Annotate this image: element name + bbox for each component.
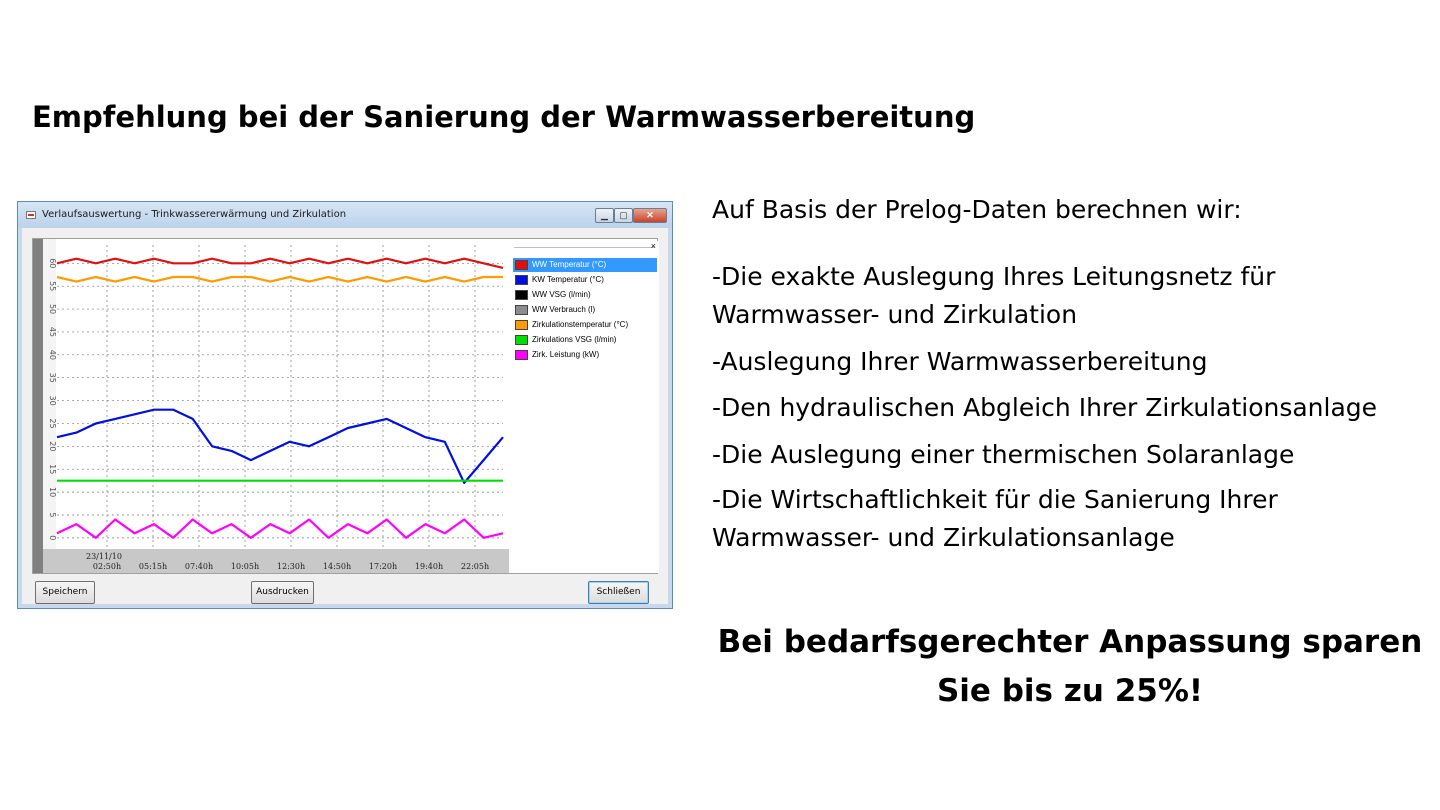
- legend-item[interactable]: [513, 318, 657, 332]
- y-tick-label: 25: [48, 418, 57, 429]
- print-button[interactable]: Ausdrucken: [251, 581, 314, 604]
- y-tick-label: 40: [48, 349, 57, 360]
- legend-label: Zirkulations VSG (l/min): [532, 335, 617, 344]
- series-line: [57, 277, 503, 282]
- legend-swatch: [515, 290, 528, 300]
- y-tick-label: 20: [48, 441, 57, 452]
- legend-swatch: [515, 320, 528, 330]
- legend-panel: [510, 241, 659, 573]
- legend-item[interactable]: [513, 333, 657, 347]
- maximize-icon[interactable]: ▢: [614, 208, 633, 223]
- legend-item[interactable]: [513, 258, 657, 272]
- y-tick-label: 15: [48, 464, 57, 475]
- savings-line: Bei bedarfsgerechter Anpassung sparen: [717, 624, 1423, 660]
- legend-label: Zirk. Leistung (kW): [532, 350, 600, 359]
- axis-strip: [33, 239, 43, 573]
- close-button[interactable]: Schließen: [588, 581, 649, 604]
- legend-label: Zirkulationstemperatur (°C): [532, 320, 629, 329]
- x-tick-label: 05:15h: [138, 562, 168, 571]
- y-tick-label: 50: [48, 303, 57, 315]
- savings-statement: [700, 618, 1440, 716]
- bullet-item: -Die exakte Auslegung Ihres Leitungsnetz für Warmwasser- und Zirkulation: [712, 262, 1276, 329]
- legend-swatch: [515, 305, 528, 315]
- x-tick-label: 02:50h: [92, 562, 122, 571]
- bullet-item: -Auslegung Ihrer Warmwasserbereitung: [712, 347, 1208, 376]
- legend-item[interactable]: [513, 348, 657, 362]
- legend-swatch: [515, 335, 528, 345]
- date-label: 23/11/10: [86, 552, 122, 561]
- intro-text: Auf Basis der Prelog-Daten berechnen wir:: [712, 195, 1242, 224]
- y-tick-label: 5: [48, 512, 57, 518]
- legend-label: WW Verbrauch (l): [532, 305, 596, 314]
- y-tick-label: 0: [48, 535, 57, 541]
- legend-item[interactable]: [513, 303, 657, 317]
- y-tick-label: 45: [48, 326, 57, 338]
- window-titlebar[interactable]: [18, 202, 672, 228]
- y-tick-label: 60: [48, 258, 57, 269]
- y-tick-label: 55: [48, 281, 57, 292]
- slide-title: Empfehlung bei der Sanierung der Warmwasserbereitung: [32, 100, 976, 134]
- legend-label: WW Temperatur (°C): [532, 260, 607, 269]
- minimize-icon[interactable]: ▁: [595, 208, 614, 223]
- save-button[interactable]: Speichern: [35, 581, 95, 604]
- window-title: Verlaufsauswertung - Trinkwassererwärmung und Zirkulation: [42, 209, 347, 220]
- x-tick-label: 17:20h: [368, 562, 398, 571]
- x-tick-label: 19:40h: [414, 562, 444, 571]
- legend-close-icon[interactable]: ×: [650, 241, 656, 251]
- legend-swatch: [515, 275, 528, 285]
- chart-area: [33, 239, 509, 573]
- legend-item[interactable]: [513, 288, 657, 302]
- y-tick-label: 10: [48, 486, 57, 498]
- window-client: [25, 230, 667, 604]
- savings-line: Sie bis zu 25%!: [936, 673, 1204, 709]
- evaluation-window: [17, 201, 673, 609]
- x-tick-label: 22:05h: [460, 562, 490, 571]
- close-icon[interactable]: ✕: [633, 208, 667, 223]
- legend-label: WW VSG (l/min): [532, 290, 591, 299]
- x-tick-label: 14:50h: [322, 562, 352, 571]
- x-tick-label: 07:40h: [184, 562, 214, 571]
- y-tick-label: 30: [48, 395, 57, 406]
- legend-swatch: [515, 350, 528, 360]
- legend-item[interactable]: [513, 273, 657, 287]
- app-icon: [26, 211, 36, 219]
- bullet-item: -Die Auslegung einer thermischen Solaranlage: [712, 440, 1295, 469]
- y-tick-label: 35: [48, 372, 57, 383]
- legend-divider: [514, 247, 654, 248]
- x-tick-label: 10:05h: [230, 562, 260, 571]
- plot-frame: [32, 238, 658, 574]
- bullet-item: -Den hydraulischen Abgleich Ihrer Zirkulationsanlage: [712, 393, 1378, 422]
- series-line: [57, 520, 503, 538]
- legend-label: KW Temperatur (°C): [532, 275, 604, 284]
- legend-swatch: [515, 260, 528, 270]
- bullet-item: -Die Wirtschaftlichkeit für die Sanierung Ihrer Warmwasser- und Zirkulationsanlage: [712, 485, 1278, 552]
- x-tick-label: 12:30h: [276, 562, 306, 571]
